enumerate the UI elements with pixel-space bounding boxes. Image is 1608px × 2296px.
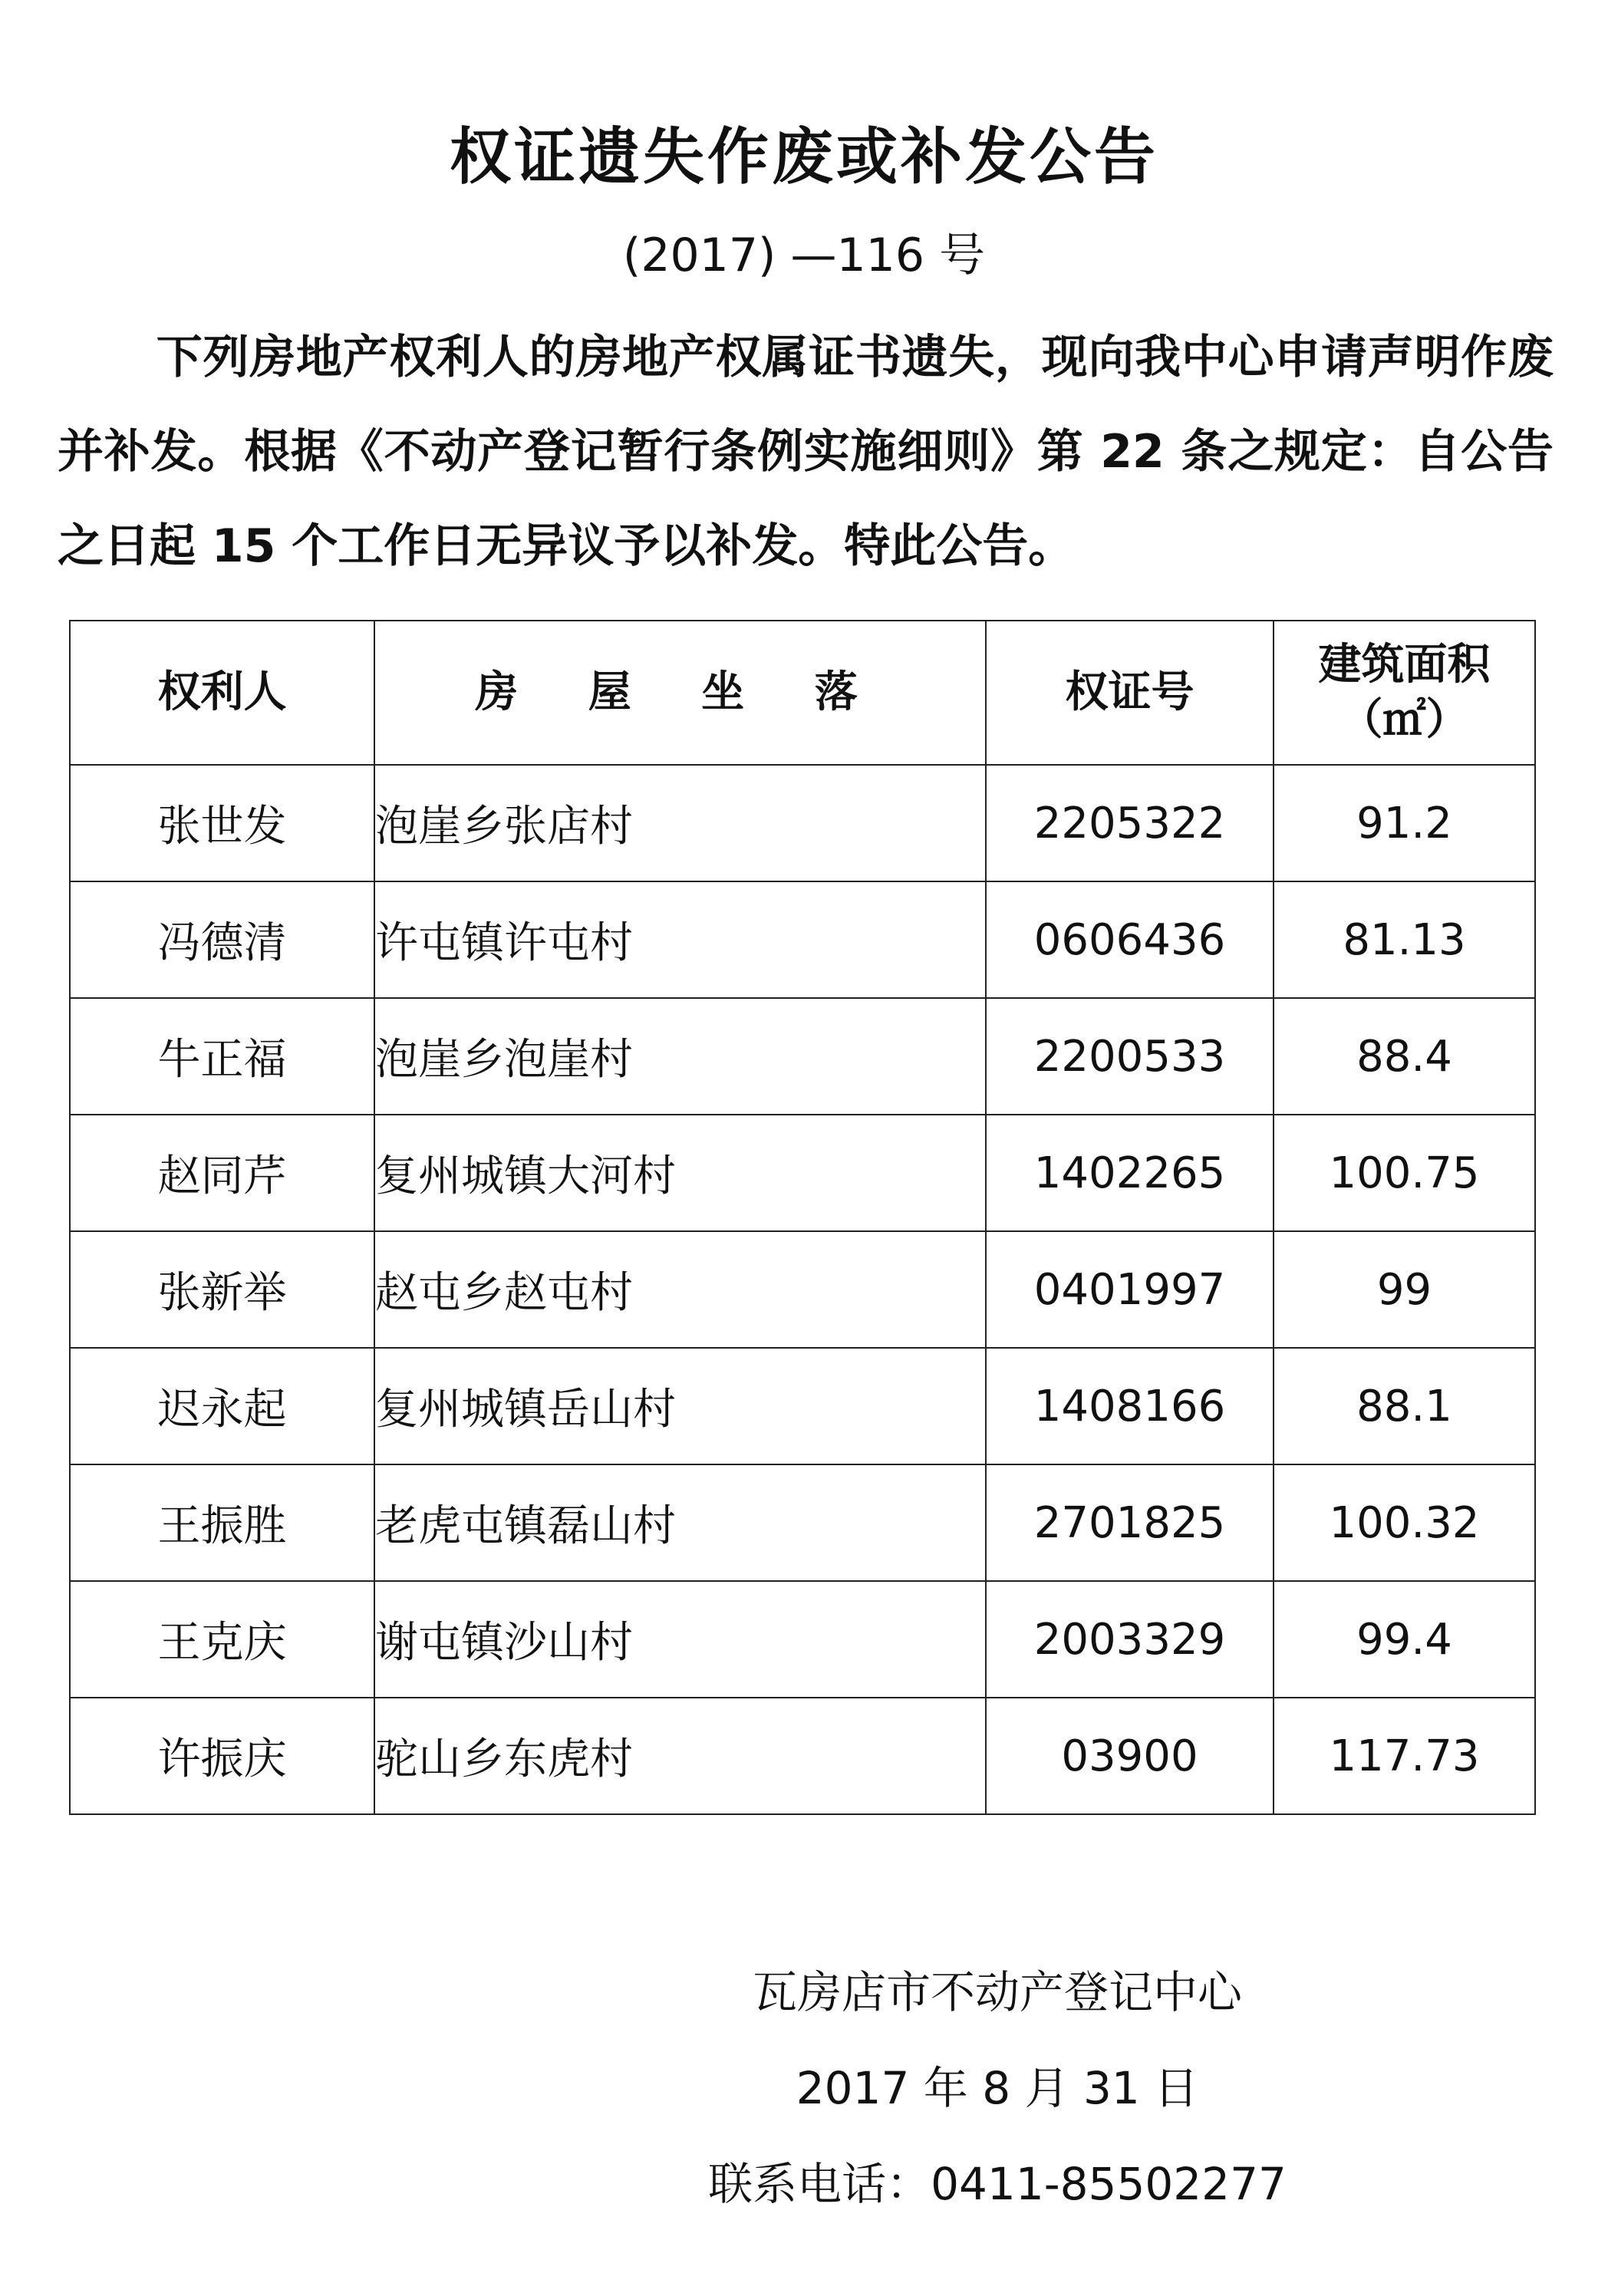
cell-area: 100.75: [1274, 1115, 1535, 1231]
table-row: [70, 881, 1535, 998]
cell-area: 88.1: [1274, 1348, 1535, 1464]
cell-cert-no: 2003329: [986, 1581, 1274, 1698]
header-location-label: 房 屋 坐 落: [475, 667, 885, 717]
notice-body-paragraph: [58, 311, 1554, 594]
header-location: [374, 621, 986, 765]
cell-holder: 张世发: [70, 765, 374, 881]
cell-location: 赵屯乡赵屯村: [374, 1231, 986, 1348]
cell-location: 泡崖乡泡崖村: [374, 998, 986, 1115]
contact-phone: 联系电话：0411-85502277: [708, 2158, 1287, 2210]
cell-cert-no: 1408166: [986, 1348, 1274, 1464]
cell-location: 复州城镇岳山村: [374, 1348, 986, 1464]
issuing-organization: 瓦房店市不动产登记中心: [752, 1966, 1242, 2018]
notice-body-text: 下列房地产权利人的房地产权属证书遗失，现向我中心申请声明作废并补发。根据《不动产登记暂行条例实施细则》第 22 条之规定：自公告之日起 15 个工作日无异议予以补发。特此公告。: [58, 331, 1554, 573]
cell-area: 81.13: [1274, 881, 1535, 998]
cell-area: 117.73: [1274, 1698, 1535, 1814]
table-row: [70, 765, 1535, 881]
header-area: [1274, 621, 1535, 765]
table-row: [70, 1348, 1535, 1464]
cell-area: 100.32: [1274, 1464, 1535, 1581]
cell-location: 老虎屯镇磊山村: [374, 1464, 986, 1581]
table-row: [70, 1698, 1535, 1814]
cell-holder: 冯德清: [70, 881, 374, 998]
cell-cert-no: 0401997: [986, 1231, 1274, 1348]
cell-holder: 张新举: [70, 1231, 374, 1348]
cell-location: 泡崖乡张店村: [374, 765, 986, 881]
cell-area: 99.4: [1274, 1581, 1535, 1698]
cell-cert-no: 2701825: [986, 1464, 1274, 1581]
cell-area: 91.2: [1274, 765, 1535, 881]
cell-holder: 王克庆: [70, 1581, 374, 1698]
cell-holder: 赵同芹: [70, 1115, 374, 1231]
cell-cert-no: 2200533: [986, 998, 1274, 1115]
cell-location: 复州城镇大河村: [374, 1115, 986, 1231]
cell-holder: 王振胜: [70, 1464, 374, 1581]
cell-cert-no: 2205322: [986, 765, 1274, 881]
table-row: [70, 1464, 1535, 1581]
cell-cert-no: 1402265: [986, 1115, 1274, 1231]
notice-number: (2017) —116 号: [622, 229, 986, 282]
cell-location: 谢屯镇沙山村: [374, 1581, 986, 1698]
cell-location: 驼山乡东虎村: [374, 1698, 986, 1814]
cell-area: 88.4: [1274, 998, 1535, 1115]
cell-holder: 许振庆: [70, 1698, 374, 1814]
header-holder: 权利人: [70, 621, 374, 765]
table-header-row: [70, 621, 1535, 765]
header-cert-no: 权证号: [986, 621, 1274, 765]
table-row: [70, 1581, 1535, 1698]
header-area-unit: （㎡）: [1339, 695, 1469, 745]
notice-title: 权证遗失作废或补发公告: [450, 121, 1158, 193]
table-row: [70, 1115, 1535, 1231]
header-area-label: 建筑面积: [1318, 640, 1491, 690]
issue-date: 2017 年 8 月 31 日: [796, 2062, 1199, 2114]
cell-holder: 迟永起: [70, 1348, 374, 1464]
table-row: [70, 1231, 1535, 1348]
table-row: [70, 998, 1535, 1115]
cell-location: 许屯镇许屯村: [374, 881, 986, 998]
cell-cert-no: 03900: [986, 1698, 1274, 1814]
cell-holder: 牛正福: [70, 998, 374, 1115]
cell-cert-no: 0606436: [986, 881, 1274, 998]
cell-area: 99: [1274, 1231, 1535, 1348]
records-table: [69, 620, 1536, 1815]
